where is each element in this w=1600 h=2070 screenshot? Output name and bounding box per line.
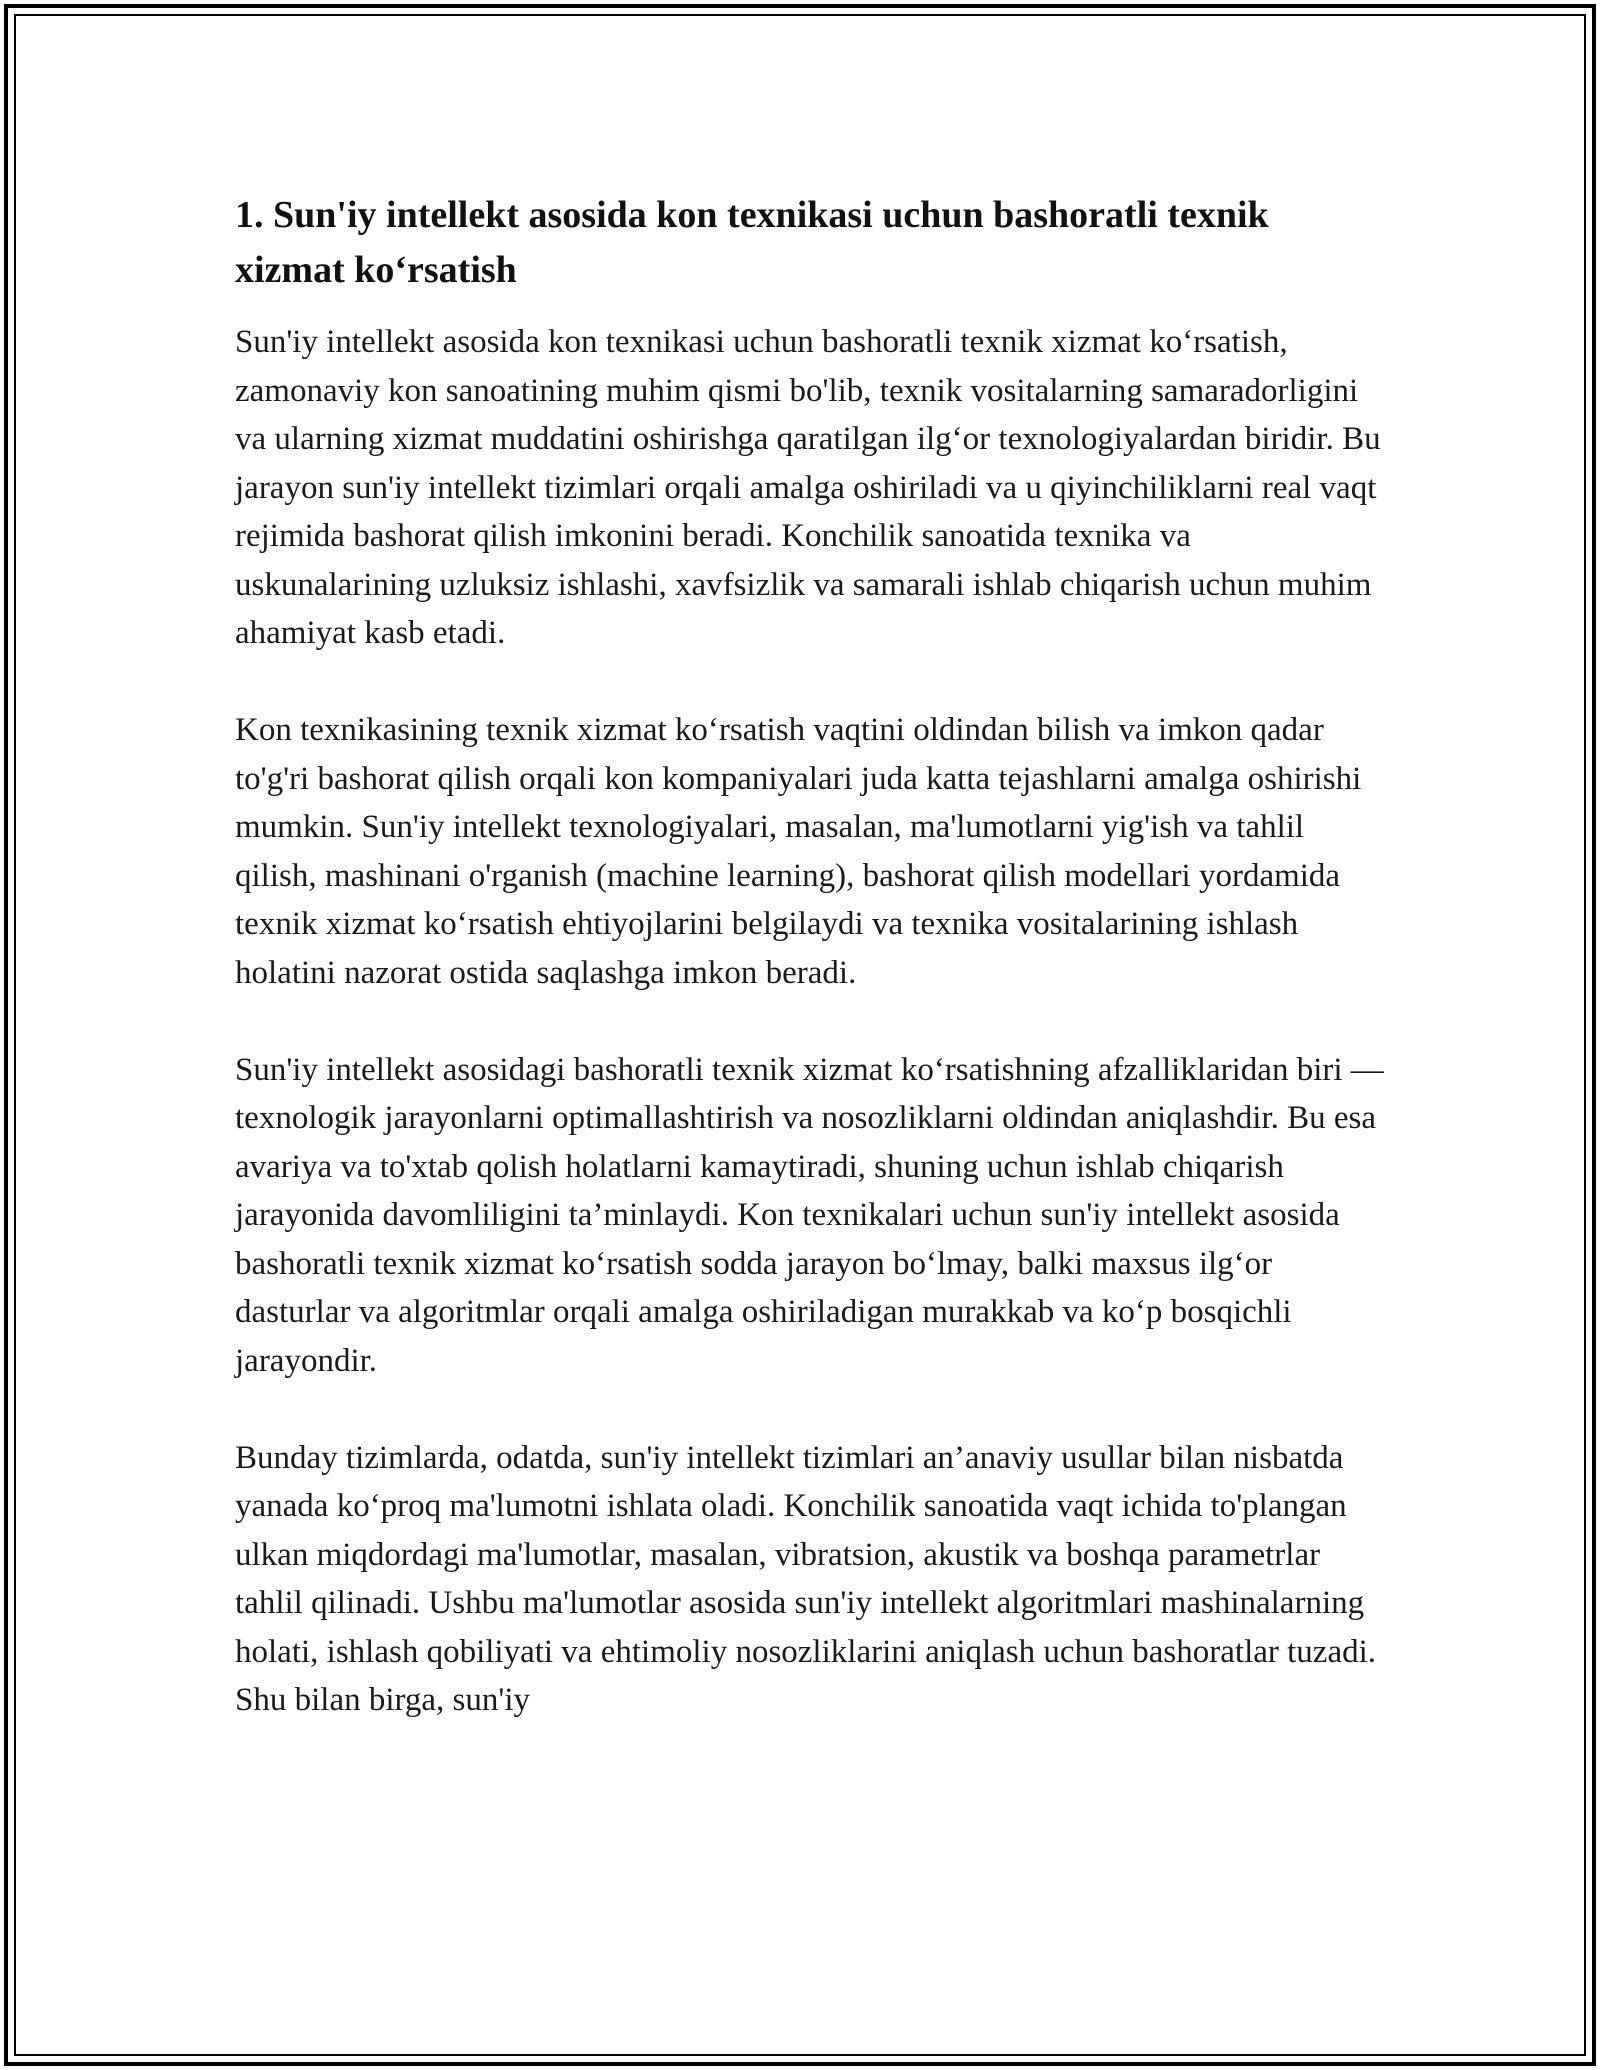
paragraph-2: Kon texnikasining texnik xizmat ko‘rsatish vaqtini oldindan bilish va imkon qadar to'g'ri bashorat qilish orqali kon kompaniyalari juda katta tejashlarni amalga oshirishi mumkin. Sun'iy intellekt texnologiyalari, masalan, ma'lumotlarni yig'ish va tahlil qilish, mashinani o'rganish (machine learning), bashorat qilish modellari yordamida texnik xizmat ko‘rsatish ehtiyojlarini belgilaydi va texnika vositalarining ishlash holatini nazorat ostida saqlashga imkon beradi. [235,712,1362,991]
paragraph-3: Sun'iy intellekt asosidagi bashoratli texnik xizmat ko‘rsatishning afzalliklaridan biri — texnologik jarayonlarni optimallashtirish va nosozliklarni oldindan aniqlashdir. Bu esa avariya va to'xtab qolish holatlarni kamaytiradi, shuning uchun ishlab chiqarish jarayonida davomliligini ta’minlaydi. Kon texnikalari uchun sun'iy intellekt asosida bashoratli texnik xizmat ko‘rsatish sodda jarayon bo‘lmay, balki maxsus ilg‘or dasturlar va algoritmlar orqali amalga oshiriladigan murakkab va ko‘p bosqichli jarayondir. [235,1051,1384,1379]
section-heading: 1. Sun'iy intellekt asosida kon texnikasi uchun bashoratli texnik xizmat ko‘rsatish [235,194,1269,291]
paragraph-1: Sun'iy intellekt asosida kon texnikasi uchun bashoratli texnik xizmat ko‘rsatish, zamonaviy kon sanoatining muhim qismi bo'lib, texnik vositalarning samaradorligini va ularning xizmat muddatini oshirishga qaratilgan ilg‘or texnologiyalardan biridir. Bu jarayon sun'iy intellekt tizimlari orqali amalga oshiriladi va u qiyinchiliklarni real vaqt rejimida bashorat qilish imkonini beradi. Konchilik sanoatida texnika va uskunalarining uzluksiz ishlashi, xavfsizlik va samarali ishlab chiqarish uchun muhim ahamiyat kasb etadi. [235,324,1381,651]
document-body [235,188,1385,1773]
paragraph-4: Bunday tizimlarda, odatda, sun'iy intellekt tizimlari an’anaviy usullar bilan nisbatda yanada ko‘proq ma'lumotni ishlata oladi. Konchilik sanoatida vaqt ichida to'plangan ulkan miqdordagi ma'lumotlar, masalan, vibratsion, akustik va boshqa parametrlar tahlil qilinadi. Ushbu ma'lumotlar asosida sun'iy intellekt algoritmlari mashinalarning holati, ishlash qobiliyati va ehtimoliy nosozliklarini aniqlash uchun bashoratlar tuzadi. Shu bilan birga, sun'iy [235,1439,1377,1718]
